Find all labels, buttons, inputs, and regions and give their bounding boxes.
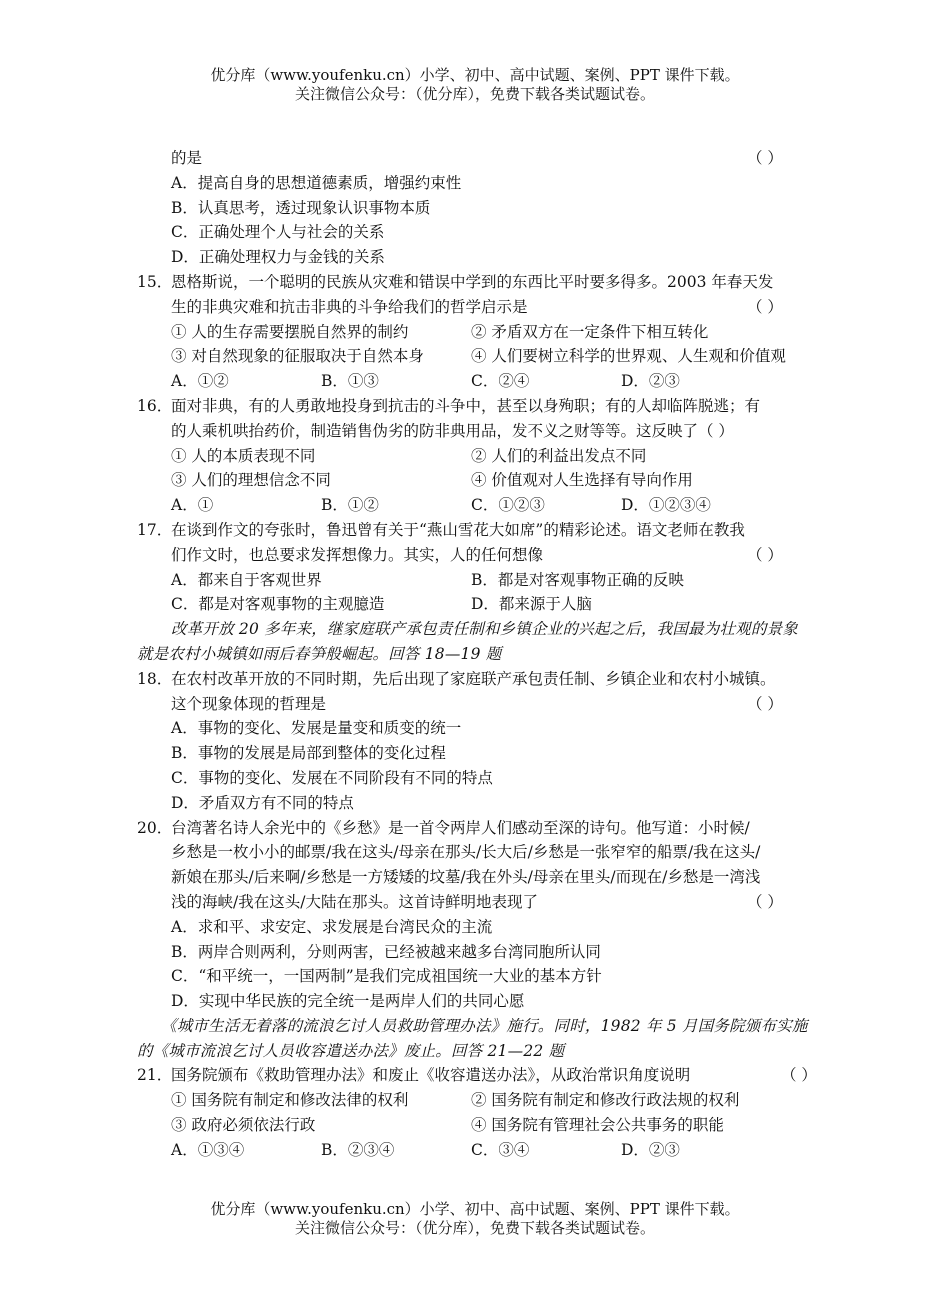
question-20-option-b: B．两岸合则两利，分则两害，已经被越来越多台湾同胞所认同 (171, 942, 601, 961)
question-21-choices (0, 1138, 950, 1163)
statement-item: ③ 政府必须依法行政 (171, 1116, 316, 1135)
question-21-items-row-1 (0, 1088, 950, 1113)
answer-bracket: （ ） (747, 149, 783, 167)
choice-b: B．②③④ (321, 1140, 395, 1159)
answer-bracket: （ ） (747, 694, 783, 713)
choice-b: B．①③ (321, 372, 379, 391)
footer-line-2: 关注微信公众号：（优分库），免费下载各类试题试卷。 (294, 1219, 655, 1237)
question-21-items-row-2 (0, 1113, 950, 1138)
question-number: 21． (137, 1066, 173, 1085)
question-number: 17． (137, 520, 173, 539)
statement-item: ④ 人们要树立科学的世界观、人生观和价值观 (471, 347, 786, 366)
choice-a: A．都来自于客观世界 (171, 570, 322, 589)
choice-c: C．③④ (471, 1140, 530, 1159)
question-20-option-d: D．实现中华民族的完全统一是两岸人们的共同心愿 (171, 992, 525, 1011)
question-number: 16． (137, 396, 173, 415)
question-16-stem-cont: 的人乘机哄抬药价，制造销售伪劣的防非典用品，发不义之财等等。这反映了（ ） (171, 421, 734, 440)
statement-item: ③ 对自然现象的征服取决于自然本身 (171, 347, 424, 366)
exam-content (0, 146, 950, 1163)
question-16-items-row-2 (0, 468, 950, 493)
footer-line-1: 优分库（www.youfenku.cn）小学、初中、高中试题、案例、PPT 课件下载。 (210, 1200, 740, 1218)
choice-d: D．②③ (621, 1140, 680, 1159)
question-17-stem-cont: 们作文时，也总要求发挥想像力。其实，人的任何想像 （ ） (0, 543, 950, 568)
question-18-option-c: C．事物的变化、发展在不同阶段有不同的特点 (171, 768, 493, 787)
answer-bracket: （ ） (747, 297, 783, 316)
question-21-stem: 21． 国务院颁布《救助管理办法》和废止《收容遣送办法》，从政治常识角度说明 （ ） (0, 1063, 950, 1088)
question-20-option-c: C．“和平统一，一国两制”是我们完成祖国统一大业的基本方针 (171, 967, 602, 986)
header-line-1: 优分库（www.youfenku.cn）小学、初中、高中试题、案例、PPT 课件下载。 (210, 66, 740, 84)
answer-bracket: （ ） (747, 892, 783, 911)
question-15-choices (0, 369, 950, 394)
header-line-2: 关注微信公众号：（优分库），免费下载各类试题试卷。 (294, 85, 655, 103)
choice-d: D．都来源于人脑 (471, 595, 592, 614)
question-17-options-row-2 (0, 592, 950, 617)
question-number: 20． (137, 818, 173, 837)
statement-item: ④ 价值观对人生选择有导向作用 (471, 471, 693, 490)
question-14-option-c: C．正确处理个人与社会的关系 (171, 223, 385, 242)
choice-a: A．①② (171, 372, 229, 391)
question-17-options-row-1 (0, 568, 950, 593)
statement-item: ③ 人们的理想信念不同 (171, 471, 331, 490)
question-14-option-b: B．认真思考，透过现象认识事物本质 (171, 198, 431, 217)
statement-item: ① 人的生存需要摆脱自然界的制约 (171, 322, 409, 341)
page-header (0, 66, 950, 104)
statement-item: ① 人的本质表现不同 (171, 446, 316, 465)
question-number: 18． (137, 669, 173, 688)
question-16-items-row-1 (0, 444, 950, 469)
choice-c: C．②④ (471, 372, 530, 391)
page-footer (0, 1200, 950, 1238)
context-21-22-line-1: 《城市生活无着落的流浪乞讨人员救助管理办法》施行。同时，1982 年 5 月国务院颁布实施 (161, 1016, 808, 1035)
question-18-stem-cont: 这个现象体现的哲理是 （ ） (0, 692, 950, 717)
choice-c: C．①②③ (471, 496, 545, 515)
answer-bracket: （ ） (781, 1066, 817, 1085)
context-18-19-line-2: 就是农村小城镇如雨后春笋般崛起。回答 18—19 题 (137, 644, 502, 663)
question-15-stem: 15． 恩格斯说，一个聪明的民族从灾难和错误中学到的东西比平时要多得多。2003 年春天发 (0, 270, 950, 295)
choice-b: B．都是对客观事物正确的反映 (471, 570, 684, 589)
question-16-choices (0, 493, 950, 518)
question-20-option-a: A．求和平、求安定、求发展是台湾民众的主流 (171, 917, 493, 936)
question-14-option-d: D．正确处理权力与金钱的关系 (171, 248, 385, 267)
question-20-stem-cont: 乡愁是一枚小小的邮票/我在这头/母亲在那头/长大后/乡愁是一张窄窄的船票/我在这头/ (171, 843, 761, 862)
question-14-stem (0, 146, 950, 171)
question-15-items-row-1 (0, 320, 950, 345)
question-14-stem-text: 的是 (171, 149, 203, 167)
question-18-stem: 18． 在农村改革开放的不同时期，先后出现了家庭联产承包责任制、乡镇企业和农村小城镇。 (0, 667, 950, 692)
statement-item: ② 国务院有制定和修改行政法规的权利 (471, 1091, 740, 1110)
choice-a: A．①③④ (171, 1140, 245, 1159)
statement-item: ② 人们的利益出发点不同 (471, 446, 647, 465)
question-17-stem: 17． 在谈到作文的夸张时，鲁迅曾有关于“燕山雪花大如席”的精彩论述。语文老师在教我 (0, 518, 950, 543)
choice-c: C．都是对客观事物的主观臆造 (171, 595, 385, 614)
context-21-22-line-2: 的《城市流浪乞讨人员收容遣送办法》废止。回答 21—22 题 (137, 1041, 565, 1060)
question-16-stem: 16． 面对非典，有的人勇敢地投身到抗击的斗争中，甚至以身殉职；有的人却临阵脱逃；有 (0, 394, 950, 419)
question-20-stem-cont: 新娘在那头/后来啊/乡愁是一方矮矮的坟墓/我在外头/母亲在里头/而现在/乡愁是一湾浅 (171, 868, 761, 887)
question-20-stem-cont: 浅的海峡/我在这头/大陆在那头。这首诗鲜明地表现了 （ ） (0, 890, 950, 915)
choice-d: D．①②③④ (621, 496, 711, 515)
question-20-stem: 20． 台湾著名诗人余光中的《乡愁》是一首令两岸人们感动至深的诗句。他写道：小时候/ (0, 816, 950, 841)
choice-d: D．②③ (621, 372, 680, 391)
statement-item: ① 国务院有制定和修改法律的权利 (171, 1091, 409, 1110)
statement-item: ④ 国务院有管理社会公共事务的职能 (471, 1116, 724, 1135)
question-15-items-row-2 (0, 344, 950, 369)
choice-b: B．①② (321, 496, 379, 515)
question-14-option-a: A．提高自身的思想道德素质，增强约束性 (171, 173, 462, 192)
question-18-option-a: A．事物的变化、发展是量变和质变的统一 (171, 719, 462, 738)
question-number: 15． (137, 272, 173, 291)
context-18-19-line-1: 改革开放 20 多年来，继家庭联产承包责任制和乡镇企业的兴起之后，我国最为壮观的景象 (171, 620, 798, 639)
choice-a: A．① (171, 496, 214, 515)
question-15-stem-cont: 生的非典灾难和抗击非典的斗争给我们的哲学启示是 （ ） (0, 295, 950, 320)
question-18-option-b: B．事物的发展是局部到整体的变化过程 (171, 744, 446, 763)
question-18-option-d: D．矛盾双方有不同的特点 (171, 793, 354, 812)
statement-item: ② 矛盾双方在一定条件下相互转化 (471, 322, 709, 341)
answer-bracket: （ ） (747, 545, 783, 564)
